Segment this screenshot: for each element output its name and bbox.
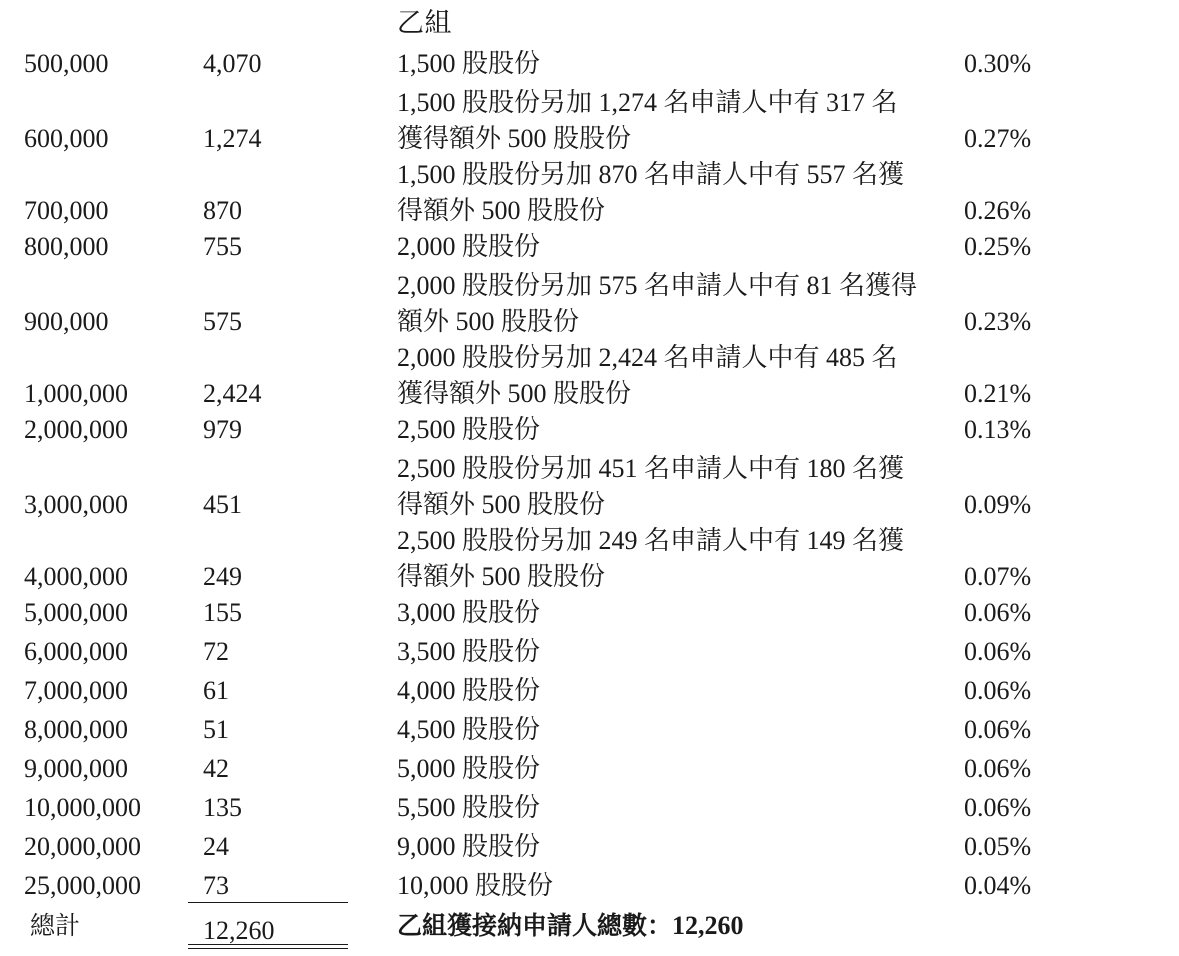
table-row <box>0 868 1179 907</box>
applicant-count: 575 <box>203 307 242 336</box>
applicant-count: 24 <box>203 832 229 861</box>
allocation-basis <box>397 229 540 265</box>
table-row <box>0 157 1179 229</box>
table-row <box>0 268 1179 340</box>
basis-line: 得額外 500 股股份 <box>397 490 606 519</box>
allocation-percentage: 0.26% <box>964 196 1032 225</box>
table-row <box>0 595 1179 634</box>
amount-applied: 700,000 <box>24 196 109 225</box>
total-summary <box>397 908 744 944</box>
basis-line: 2,500 股股份另加 249 名申請人中有 149 名獲 <box>397 526 905 555</box>
allocation-basis <box>397 85 898 157</box>
basis-line: 2,500 股股份 <box>397 415 541 444</box>
amount-applied: 900,000 <box>24 307 109 336</box>
allocation-percentage: 0.13% <box>964 415 1032 444</box>
amount-applied: 8,000,000 <box>24 715 128 744</box>
amount-applied: 2,000,000 <box>24 415 128 444</box>
total-summary-label: 乙組獲接納申請人總數： <box>397 911 673 940</box>
allocation-basis <box>397 790 540 826</box>
allocation-basis <box>397 523 904 595</box>
amount-applied: 1,000,000 <box>24 379 128 408</box>
amount-applied: 10,000,000 <box>24 793 141 822</box>
allocation-basis <box>397 712 540 748</box>
applicant-count: 451 <box>203 490 242 519</box>
table-row <box>0 712 1179 751</box>
allocation-percentage: 0.09% <box>964 490 1032 519</box>
applicant-count: 135 <box>203 793 242 822</box>
basis-line: 得額外 500 股股份 <box>397 562 606 591</box>
applicant-count: 870 <box>203 196 242 225</box>
allocation-percentage: 0.27% <box>964 124 1032 153</box>
basis-line: 額外 500 股股份 <box>397 307 580 336</box>
total-row <box>0 908 1179 952</box>
applicant-count: 1,274 <box>203 124 262 153</box>
basis-line: 1,500 股股份 <box>397 49 541 78</box>
allocation-percentage: 0.05% <box>964 832 1032 861</box>
applicant-count: 61 <box>203 676 229 705</box>
amount-applied: 600,000 <box>24 124 109 153</box>
basis-line: 10,000 股股份 <box>397 871 554 900</box>
applicant-count: 42 <box>203 754 229 783</box>
applicant-count: 249 <box>203 562 242 591</box>
allocation-percentage: 0.25% <box>964 232 1032 261</box>
basis-line: 4,500 股股份 <box>397 715 541 744</box>
allocation-basis <box>397 340 898 412</box>
allocation-basis <box>397 829 540 865</box>
basis-line: 3,000 股股份 <box>397 598 541 627</box>
basis-line: 獲得額外 500 股股份 <box>397 124 632 153</box>
basis-line: 得額外 500 股股份 <box>397 196 606 225</box>
table-row <box>0 229 1179 268</box>
table-row <box>0 412 1179 451</box>
basis-line: 1,500 股股份另加 870 名申請人中有 557 名獲 <box>397 160 905 189</box>
basis-line: 1,500 股股份另加 1,274 名申請人中有 317 名 <box>397 88 898 117</box>
applicant-count: 755 <box>203 232 242 261</box>
allocation-percentage: 0.06% <box>964 637 1032 666</box>
allocation-basis <box>397 451 904 523</box>
allocation-percentage: 0.06% <box>964 793 1032 822</box>
allocation-basis <box>397 751 540 787</box>
basis-line: 獲得額外 500 股股份 <box>397 379 632 408</box>
allocation-basis <box>397 157 904 229</box>
allocation-basis <box>397 634 540 670</box>
applicant-count: 72 <box>203 637 229 666</box>
allocation-percentage: 0.06% <box>964 754 1032 783</box>
table-row <box>0 85 1179 157</box>
amount-applied: 9,000,000 <box>24 754 128 783</box>
allocation-percentage: 0.30% <box>964 49 1032 78</box>
basis-line: 2,000 股股份另加 575 名申請人中有 81 名獲得 <box>397 271 918 300</box>
amount-applied: 500,000 <box>24 49 109 78</box>
applicant-count: 51 <box>203 715 229 744</box>
group-title: 乙組 <box>397 8 452 39</box>
total-double-rule-top <box>188 944 348 945</box>
allocation-basis <box>397 46 540 82</box>
basis-line: 9,000 股股份 <box>397 832 541 861</box>
amount-applied: 3,000,000 <box>24 490 128 519</box>
allocation-basis <box>397 412 540 448</box>
applicant-count: 979 <box>203 415 242 444</box>
basis-line: 4,000 股股份 <box>397 676 541 705</box>
table-row <box>0 673 1179 712</box>
basis-line: 3,500 股股份 <box>397 637 541 666</box>
applicant-count: 2,424 <box>203 379 262 408</box>
allocation-basis <box>397 868 553 904</box>
allocation-percentage: 0.23% <box>964 307 1032 336</box>
amount-applied: 5,000,000 <box>24 598 128 627</box>
table-row <box>0 523 1179 595</box>
total-label: 總計 <box>30 911 81 940</box>
allocation-basis <box>397 595 540 631</box>
allocation-percentage: 0.21% <box>964 379 1032 408</box>
table-row <box>0 829 1179 868</box>
allocation-basis <box>397 673 540 709</box>
applicant-count: 73 <box>203 871 229 900</box>
allocation-percentage: 0.06% <box>964 715 1032 744</box>
table-row <box>0 451 1179 523</box>
basis-line: 5,000 股股份 <box>397 754 541 783</box>
amount-applied: 4,000,000 <box>24 562 128 591</box>
amount-applied: 25,000,000 <box>24 871 141 900</box>
allocation-percentage: 0.04% <box>964 871 1032 900</box>
allocation-percentage: 0.07% <box>964 562 1032 591</box>
table-row <box>0 340 1179 412</box>
amount-applied: 800,000 <box>24 232 109 261</box>
table-row <box>0 634 1179 673</box>
allocation-percentage: 0.06% <box>964 598 1032 627</box>
basis-line: 2,000 股股份另加 2,424 名申請人中有 485 名 <box>397 343 898 372</box>
subtotal-rule <box>188 902 348 903</box>
table-row <box>0 751 1179 790</box>
basis-line: 2,500 股股份另加 451 名申請人中有 180 名獲 <box>397 454 905 483</box>
total-value: 12,260 <box>203 916 275 945</box>
basis-line: 5,500 股股份 <box>397 793 541 822</box>
amount-applied: 20,000,000 <box>24 832 141 861</box>
basis-line: 2,000 股股份 <box>397 232 541 261</box>
applicant-count: 155 <box>203 598 242 627</box>
table-row <box>0 46 1179 85</box>
allocation-percentage: 0.06% <box>964 676 1032 705</box>
total-double-rule-bottom <box>188 948 348 949</box>
total-summary-value: 12,260 <box>672 911 744 940</box>
applicant-count: 4,070 <box>203 49 262 78</box>
amount-applied: 7,000,000 <box>24 676 128 705</box>
amount-applied: 6,000,000 <box>24 637 128 666</box>
allocation-basis <box>397 268 917 340</box>
table-row <box>0 790 1179 829</box>
